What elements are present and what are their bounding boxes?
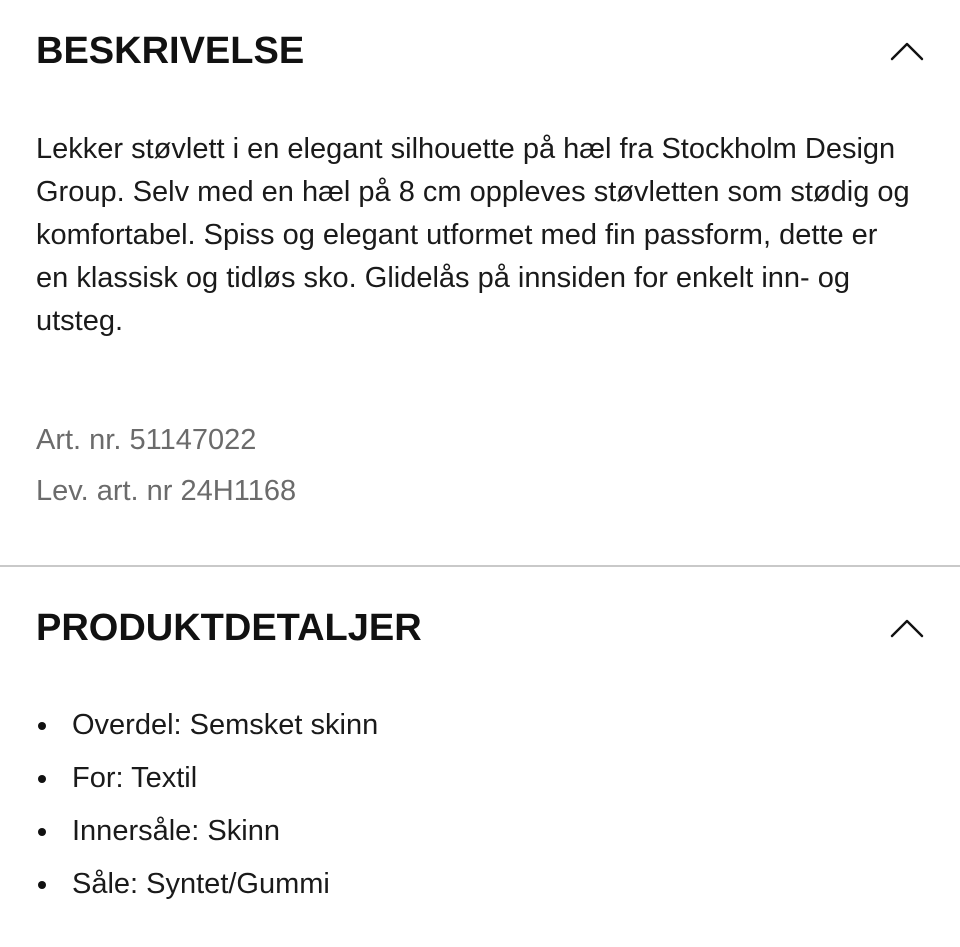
product-details-section — [0, 567, 960, 911]
description-header[interactable] — [36, 26, 924, 76]
article-info — [36, 415, 924, 517]
product-details-header[interactable] — [36, 603, 924, 653]
product-details-list — [36, 699, 924, 911]
supplier-article-number: Lev. art. nr 24H1168 — [36, 475, 297, 507]
list-item — [36, 752, 924, 805]
bullet-icon — [38, 775, 46, 783]
chevron-up-icon[interactable] — [890, 618, 924, 638]
detail-text: Såle: Syntet/Gummi — [72, 868, 330, 900]
description-text: Lekker støvlett i en elegant silhouette på hæl fra Stockholm Design Group. Selv med en hæl på 8 cm oppleves støvletten som stødig og komfortabel. Spiss og elegant utformet med fin passform, dette er en klassisk og tidløs sko. Glidelås på innsiden for enkelt inn- og utsteg. — [36, 133, 910, 337]
list-item — [36, 805, 924, 858]
description-title: BESKRIVELSE — [36, 29, 305, 72]
article-number: Art. nr. 51147022 — [36, 424, 257, 456]
detail-text: Innersåle: Skinn — [72, 815, 280, 847]
list-item — [36, 699, 924, 752]
detail-text: Overdel: Semsket skinn — [72, 709, 379, 741]
product-details-title: PRODUKTDETALJER — [36, 606, 422, 649]
chevron-up-icon[interactable] — [890, 41, 924, 61]
list-item — [36, 858, 924, 911]
detail-text: For: Textil — [72, 762, 198, 794]
bullet-icon — [38, 881, 46, 889]
bullet-icon — [38, 828, 46, 836]
bullet-icon — [38, 722, 46, 730]
